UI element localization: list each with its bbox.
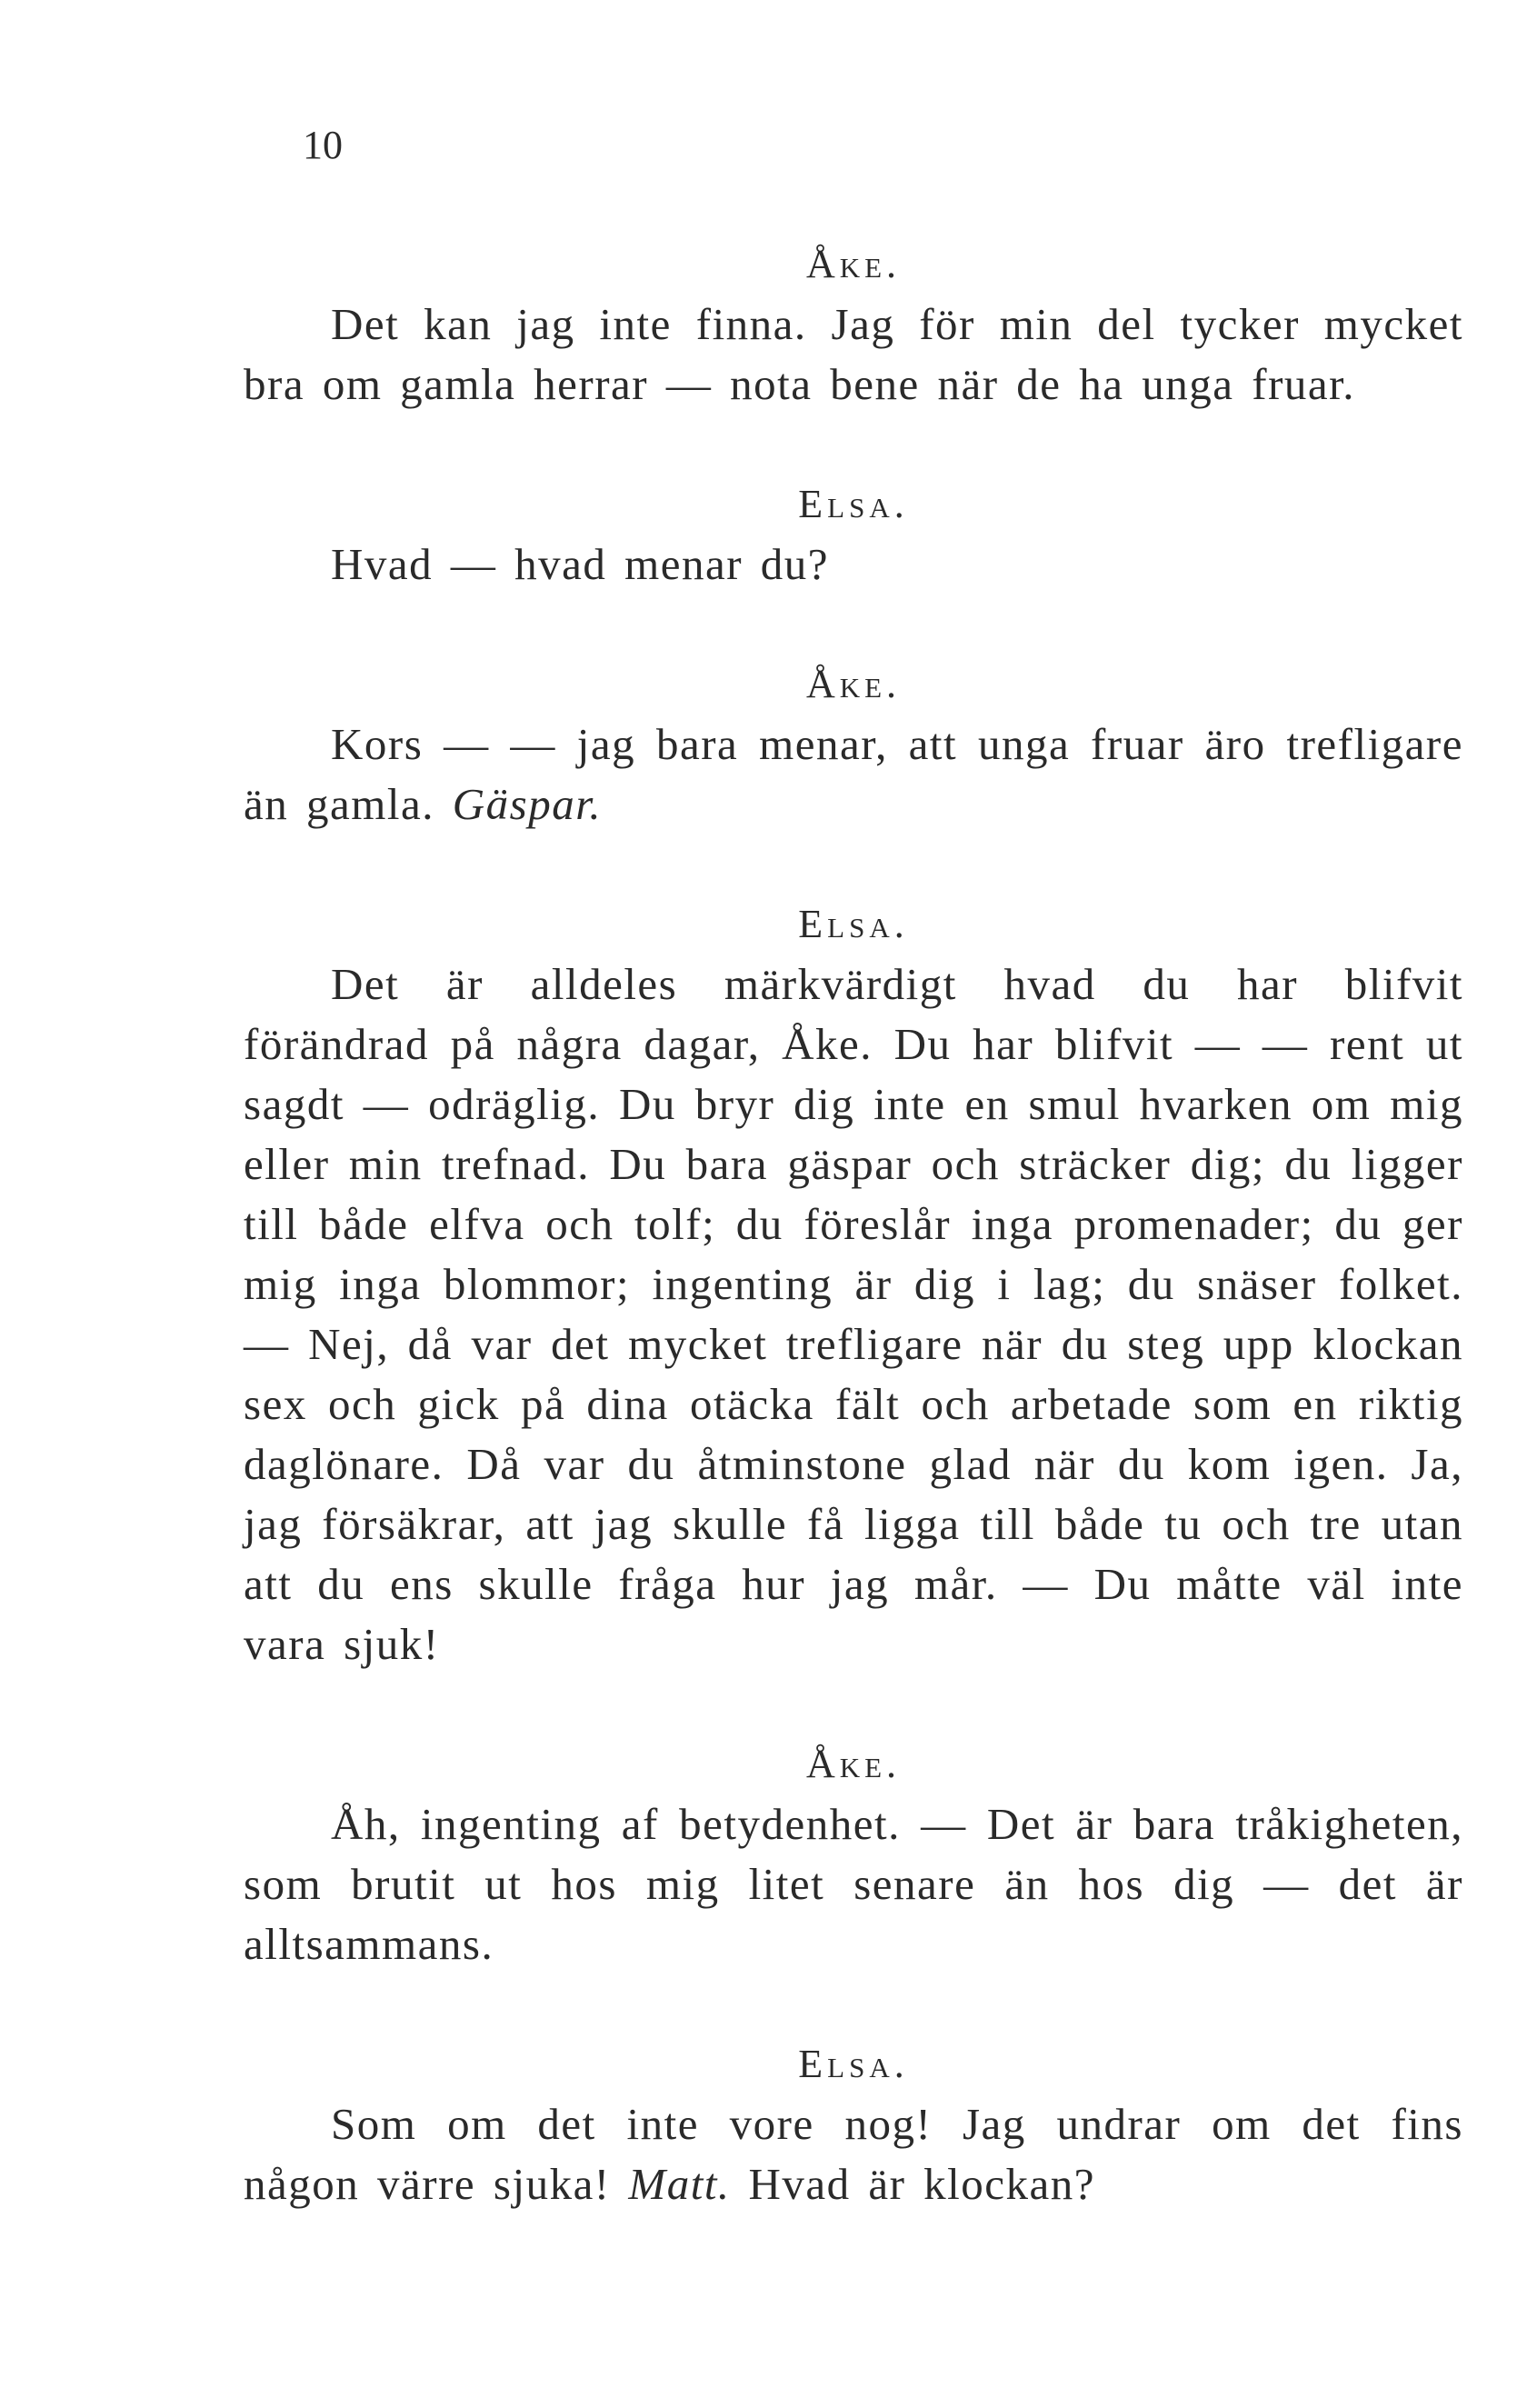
speech-text (244, 1794, 1463, 1974)
speech-text (244, 2094, 1463, 2214)
speaker-heading: Elsa. (798, 2042, 909, 2086)
speech-segment: Det kan jag inte finna. Jag för min del tycker mycket bra om gamla herrar — nota bene när de ha unga fruar. (244, 299, 1463, 409)
speech-segment: Kors — — jag bara menar, att unga fruar äro trefligare än gamla. (244, 719, 1463, 829)
block-gap (244, 415, 1463, 475)
speech-segment: Hvad — hvad menar du? (331, 539, 830, 589)
speech-text (244, 535, 1463, 595)
speech-segment: Det är alldeles märkvärdigt hvad du har blifvit förändrad på några dagar, Åke. Du har blifvit — — rent ut sagdt — odräglig. Du bryr dig inte en smul hvarken om mig eller min trefnad. Du bara gäspar och sträcker dig; du ligger till både elfva och tolf; du föreslår inga promenader; du ger mig inga blommor; ingenting är dig i lag; du snäser folket. — Nej, då var det mycket trefligare när du steg upp klockan sex och gick på dina otäcka fält och arbetade som en riktig daglönare. Då var du åtminstone glad när du kom igen. Ja, jag försäkrar, att jag skulle få ligga till både tu och tre utan att du ens skulle fråga hur jag mår. — Du måtte väl inte vara sjuk! (244, 959, 1463, 1669)
stage-direction: Gäspar. (452, 779, 603, 829)
speaker-heading: Åke. (805, 1742, 902, 1786)
speaker-heading: Elsa. (798, 902, 909, 946)
speaker-heading: Elsa. (798, 482, 909, 526)
block-gap (244, 1974, 1463, 2034)
speech-segment: Åh, ingenting af betydenhet. — Det är bara tråkigheten, som brutit ut hos mig litet senare än hos dig — det är alltsammans. (244, 1799, 1463, 1969)
speech-text (244, 714, 1463, 834)
speech-text (244, 295, 1463, 415)
speech-text (244, 954, 1463, 1674)
speech-segment: Som om det inte vore nog! Jag undrar om det fins någon värre sjuka! (244, 2099, 1463, 2209)
page-number: 10 (303, 123, 343, 167)
speaker-heading: Åke. (805, 662, 902, 706)
stage-direction: Matt. (628, 2159, 731, 2209)
block-gap (244, 595, 1463, 654)
text-column (244, 235, 1463, 2214)
speaker-heading: Åke. (805, 242, 902, 286)
block-gap (244, 834, 1463, 894)
block-gap (244, 1674, 1463, 1734)
speech-segment: Hvad är klockan? (730, 2159, 1095, 2209)
